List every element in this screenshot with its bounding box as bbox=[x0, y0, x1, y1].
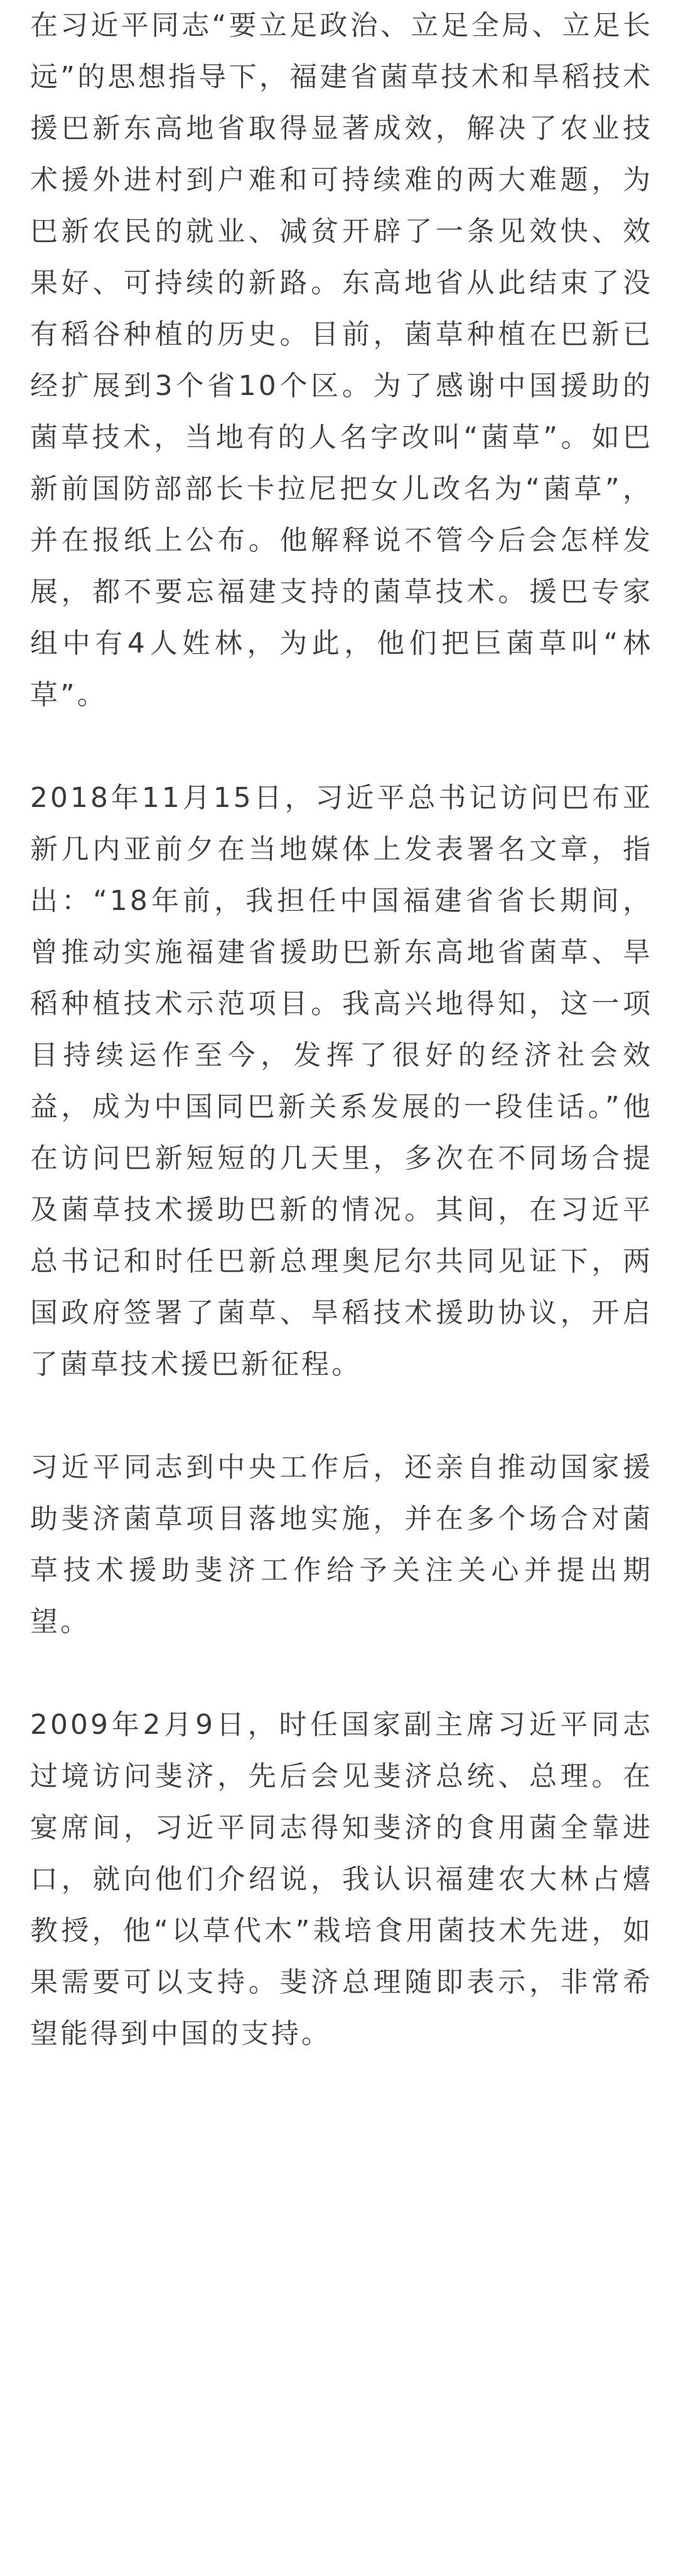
paragraph-2: 2018年11月15日，习近平总书记访问巴布亚新几内亚前夕在当地媒体上发表署名文章，指出：“18年前，我担任中国福建省省长期间，曾推动实施福建省援助巴新东高地省菌草、旱稻种植技术示范项目。我高兴地得知，这一项目持续运作至今，发挥了很好的经济社会效益，成为中国同巴新关系发展的一段佳话。”他在访问巴新短短的几天里，多次在不同场合提及菌草技术援助巴新的情况。其间，在习近平总书记和时任巴新总理奥尼尔共同见证下，两国政府签署了菌草、旱稻技术援助协议，开启了菌草技术援巴新征程。 bbox=[30, 782, 653, 1380]
paragraph-4: 2009年2月9日，时任国家副主席习近平同志过境访问斐济，先后会见斐济总统、总理。在宴席间，习近平同志得知斐济的食用菌全靠进口，就向他们介绍说，我认识福建农大林占熺教授，他“以草代木”栽培食用菌技术先进，如果需要可以支持。斐济总理随即表示，非常希望能得到中国的支持。 bbox=[30, 1709, 653, 2050]
paragraph-1: 在习近平同志“要立足政治、立足全局、立足长远”的思想指导下，福建省菌草技术和旱稻技术援巴新东高地省取得显著成效，解决了农业技术援外进村到户难和可持续难的两大难题，为巴新农民的就业、减贫开辟了一条见效快、效果好、可持续的新路。东高地省从此结束了没有稻谷种植的历史。目前，菌草种植在巴新已经扩展到3个省10个区。为了感谢中国援助的菌草技术，当地有的人名字改叫“菌草”。如巴新前国防部部长卡拉尼把女儿改名为“菌草”，并在报纸上公布。他解释说不管今后会怎样发展，都不要忘福建支持的菌草技术。援巴专家组中有4人姓林，为此，他们把巨菌草叫“林草”。 bbox=[30, 9, 653, 711]
paragraph-3: 习近平同志到中央工作后，还亲自推动国家援助斐济菌草项目落地实施，并在多个场合对菌草技术援助斐济工作给予关注关心并提出期望。 bbox=[30, 1451, 653, 1638]
article-body bbox=[30, 0, 653, 2111]
